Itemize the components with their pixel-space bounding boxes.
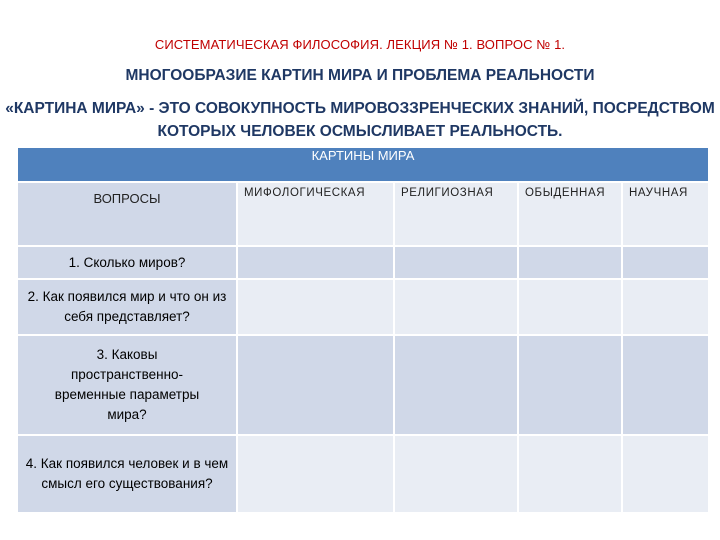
answer-cell	[394, 435, 518, 513]
table-group-header-row	[17, 147, 709, 182]
table-row	[17, 335, 709, 435]
definition-text: «КАРТИНА МИРА» - ЭТО СОВОКУПНОСТЬ МИРОВОЗЗРЕНЧЕСКИХ ЗНАНИЙ, ПОСРЕДСТВОМ КОТОРЫХ ЧЕЛОВЕК ОСМЫСЛИВАЕТ РЕАЛЬНОСТЬ.	[5, 100, 715, 140]
question-cell: 4. Как появился человек и в чем смысл его существования?	[17, 435, 237, 513]
course-line: СИСТЕМАТИЧЕСКАЯ ФИЛОСОФИЯ. ЛЕКЦИЯ № 1. ВОПРОС № 1.	[154, 37, 566, 52]
topic-title: МНОГООБРАЗИЕ КАРТИН МИРА И ПРОБЛЕМА РЕАЛЬНОСТИ	[125, 67, 595, 84]
world-pictures-table	[16, 146, 710, 514]
question-cell: 3. Каковы пространственно-временные параметры мира?	[17, 335, 237, 435]
table-row	[17, 246, 709, 279]
answer-cell	[622, 279, 709, 335]
answer-cell	[394, 279, 518, 335]
answer-cell	[237, 335, 394, 435]
column-header: РЕЛИГИОЗНАЯ	[394, 182, 518, 246]
column-header: ОБЫДЕННАЯ	[518, 182, 622, 246]
answer-cell	[394, 335, 518, 435]
answer-cell	[237, 246, 394, 279]
column-header: НАУЧНАЯ	[622, 182, 709, 246]
table-row	[17, 279, 709, 335]
answer-cell	[518, 246, 622, 279]
answer-cell	[518, 279, 622, 335]
answer-cell	[622, 246, 709, 279]
answer-cell	[622, 335, 709, 435]
column-header: МИФОЛОГИЧЕСКАЯ	[237, 182, 394, 246]
table-column-header-row	[17, 182, 709, 246]
table-row	[17, 435, 709, 513]
answer-cell	[518, 435, 622, 513]
answer-cell	[237, 279, 394, 335]
group-header: КАРТИНЫ МИРА	[17, 147, 709, 182]
answer-cell	[518, 335, 622, 435]
questions-header: ВОПРОСЫ	[17, 182, 237, 246]
question-cell: 2. Как появился мир и что он из себя представляет?	[17, 279, 237, 335]
answer-cell	[237, 435, 394, 513]
answer-cell	[394, 246, 518, 279]
answer-cell	[622, 435, 709, 513]
question-cell: 1. Сколько миров?	[17, 246, 237, 279]
